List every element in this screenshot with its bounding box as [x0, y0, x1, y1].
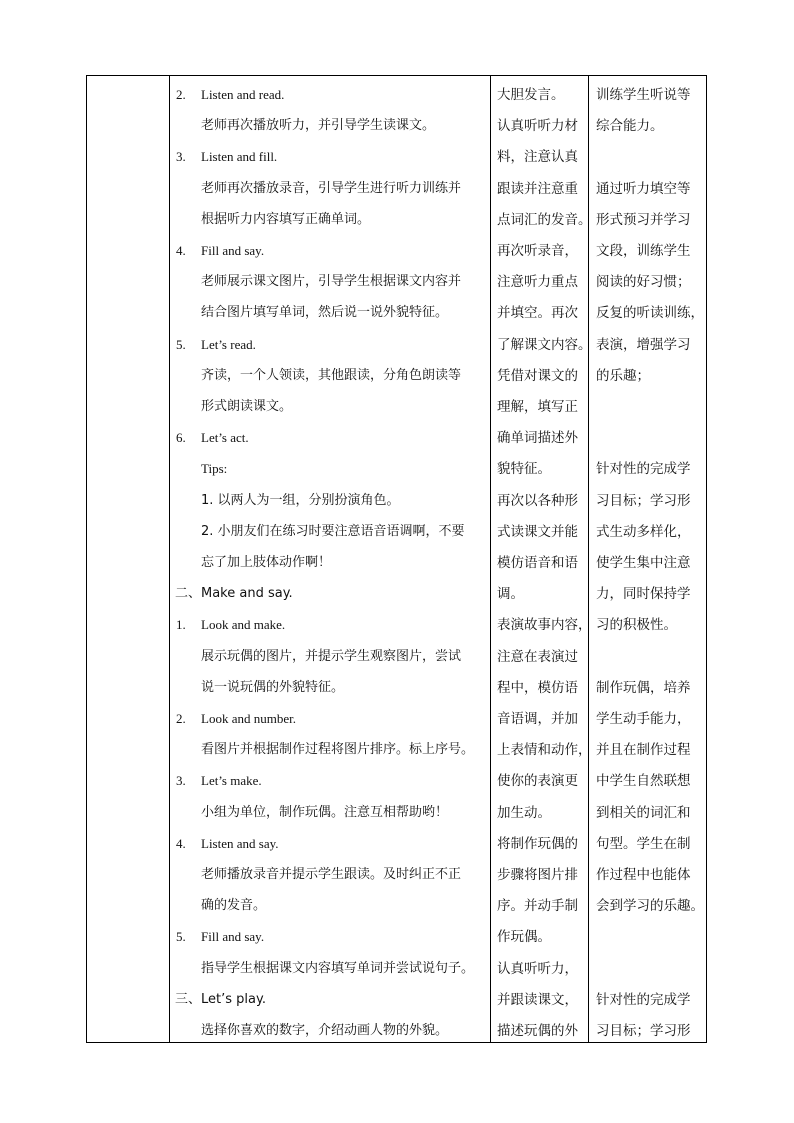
activity-text: 1. 以两人为一组，分别扮演角色。 [201, 492, 400, 508]
activity-text: 小组为单位，制作玩偶。注意互相帮助哟！ [201, 804, 449, 820]
section-heading: 三、Let’s play. [175, 991, 266, 1007]
design-purpose-line: 针对性的完成学 [596, 461, 691, 478]
design-purpose-line: 力，同时保持学 [596, 586, 691, 603]
activity-title: Fill and say. [201, 929, 265, 945]
lesson-plan-table [86, 75, 707, 1043]
design-purpose-line: 反复的听读训练， [596, 305, 704, 322]
item-number: 2. [176, 711, 186, 726]
student-activity-line: 了解课文内容。 [497, 336, 592, 353]
student-activity-line: 表演故事内容， [497, 617, 592, 634]
student-activity-line: 上表情和动作， [497, 742, 592, 759]
design-purpose-line: 通过听力填空等 [596, 180, 691, 197]
activity-text: 老师再次播放听力，并引导学生读课文。 [201, 118, 436, 134]
activity-title: Let’s read. [201, 336, 256, 352]
design-purpose-line: 式生动多样化， [596, 523, 691, 540]
activity-title: Look and number. [201, 711, 296, 726]
activity-title: Look and make. [201, 617, 286, 633]
item-number: 5. [176, 929, 186, 945]
item-number: 5. [176, 336, 186, 352]
student-activity-line: 理解，填写正 [497, 399, 578, 415]
activity-text: 2. 小朋友们在练习时要注意语音语调啊，不要 [201, 523, 465, 539]
activity-text: 形式朗读课文。 [201, 399, 293, 414]
student-activity-line: 再次以各种形 [497, 492, 578, 509]
student-activity-line: 使你的表演更 [497, 773, 578, 790]
activity-text: 老师再次播放录音，引导学生进行听力训练并 [201, 180, 462, 196]
activity-text: 看图片并根据制作过程将图片排序。标上序号。 [201, 742, 475, 758]
activity-text: 齐读，一个人领读，其他跟读，分角色朗读等 [201, 367, 462, 383]
item-number: 4. [176, 243, 186, 258]
design-purpose-line: 制作玩偶，培养 [596, 679, 691, 696]
activity-text: 忘了加上肢体动作啊！ [201, 555, 332, 570]
item-number: 1. [176, 617, 186, 633]
activity-text: 根据听力内容填写正确单词。 [201, 211, 371, 227]
design-purpose-line: 综合能力。 [596, 118, 664, 135]
student-activity-line: 注意听力重点 [497, 274, 578, 291]
student-activity-line: 加生动。 [497, 804, 551, 821]
student-activity-line: 并填空。再次 [497, 305, 578, 322]
activity-text: 展示玩偶的图片，并提示学生观察图片，尝试 [201, 648, 462, 664]
student-activity-line: 模仿语音和语 [497, 555, 578, 571]
column-divider [169, 76, 170, 1042]
student-activity-line: 将制作玩偶的 [497, 835, 578, 852]
design-purpose-line: 阅读的好习惯； [596, 274, 691, 291]
student-activity-line: 点词汇的发音。 [497, 211, 592, 228]
activity-text: 选择你喜欢的数字，介绍动画人物的外貌。 [201, 1023, 449, 1038]
activity-text: 说一说玩偶的外貌特征。 [201, 679, 345, 695]
activity-text: 确的发音。 [201, 898, 267, 914]
item-number: 4. [176, 835, 186, 851]
student-activity-line: 料，注意认真 [497, 149, 578, 166]
design-purpose-line: 习目标；学习形 [596, 1023, 691, 1039]
design-purpose-line: 学生动手能力， [596, 711, 691, 727]
activity-title: Listen and say. [201, 835, 279, 851]
activity-text: 指导学生根据课文内容填写单词并尝试说句子。 [201, 960, 475, 976]
activity-title: Listen and read. [201, 87, 285, 102]
design-purpose-line: 作过程中也能体 [596, 867, 691, 883]
student-activity-line: 程中，模仿语 [497, 679, 578, 696]
activity-title: Fill and say. [201, 243, 265, 258]
student-activity-line: 并跟读课文， [497, 991, 578, 1008]
activity-text: Tips: [201, 461, 228, 477]
student-activity-line: 描述玩偶的外 [497, 1023, 578, 1039]
design-purpose-line: 习的积极性。 [596, 617, 677, 634]
item-number: 3. [176, 773, 186, 789]
design-purpose-line: 形式预习并学习 [596, 211, 691, 228]
student-activity-line: 注意在表演过 [497, 648, 578, 665]
student-activity-line: 式读课文并能 [497, 523, 578, 540]
student-activity-line: 跟读并注意重 [497, 180, 578, 197]
design-purpose-line: 文段，训练学生 [596, 243, 691, 259]
design-purpose-line: 表演，增强学习 [596, 336, 691, 353]
activity-title: Listen and fill. [201, 149, 278, 165]
design-purpose-line: 的乐趣； [596, 367, 650, 384]
design-purpose-line: 句型。学生在制 [596, 835, 691, 852]
student-activity-line: 认真听听力材 [497, 118, 578, 135]
design-purpose-line: 习目标；学习形 [596, 492, 691, 509]
design-purpose-line: 中学生自然联想 [596, 773, 691, 790]
student-activity-line: 音语调，并加 [497, 711, 578, 727]
column-divider [490, 76, 491, 1042]
student-activity-line: 序。并动手制 [497, 898, 578, 915]
student-activity-line: 确单词描述外 [497, 430, 578, 447]
item-number: 3. [176, 149, 186, 165]
student-activity-line: 大胆发言。 [497, 87, 565, 103]
item-number: 2. [176, 87, 186, 102]
design-purpose-line: 针对性的完成学 [596, 991, 691, 1008]
design-purpose-line: 会到学习的乐趣。 [596, 898, 704, 915]
activity-title: Let’s make. [201, 773, 262, 789]
item-number: 6. [176, 430, 186, 446]
student-activity-line: 貌特征。 [497, 461, 551, 478]
section-heading: 二、Make and say. [175, 586, 293, 602]
design-purpose-line: 训练学生听说等 [596, 87, 691, 103]
design-purpose-line: 并且在制作过程 [596, 742, 691, 759]
activity-text: 老师展示课文图片，引导学生根据课文内容并 [201, 274, 462, 290]
activity-title: Let’s act. [201, 430, 249, 446]
student-activity-line: 再次听录音， [497, 243, 578, 259]
design-purpose-line: 到相关的词汇和 [596, 804, 691, 821]
student-activity-line: 认真听听力， [497, 960, 578, 977]
student-activity-line: 凭借对课文的 [497, 367, 578, 384]
activity-text: 老师播放录音并提示学生跟读。及时纠正不正 [201, 867, 462, 882]
design-purpose-line: 使学生集中注意 [596, 555, 691, 571]
student-activity-line: 步骤将图片排 [497, 867, 578, 883]
student-activity-line: 作玩偶。 [497, 929, 551, 946]
activity-text: 结合图片填写单词，然后说一说外貌特征。 [201, 305, 449, 321]
student-activity-line: 调。 [497, 586, 524, 603]
